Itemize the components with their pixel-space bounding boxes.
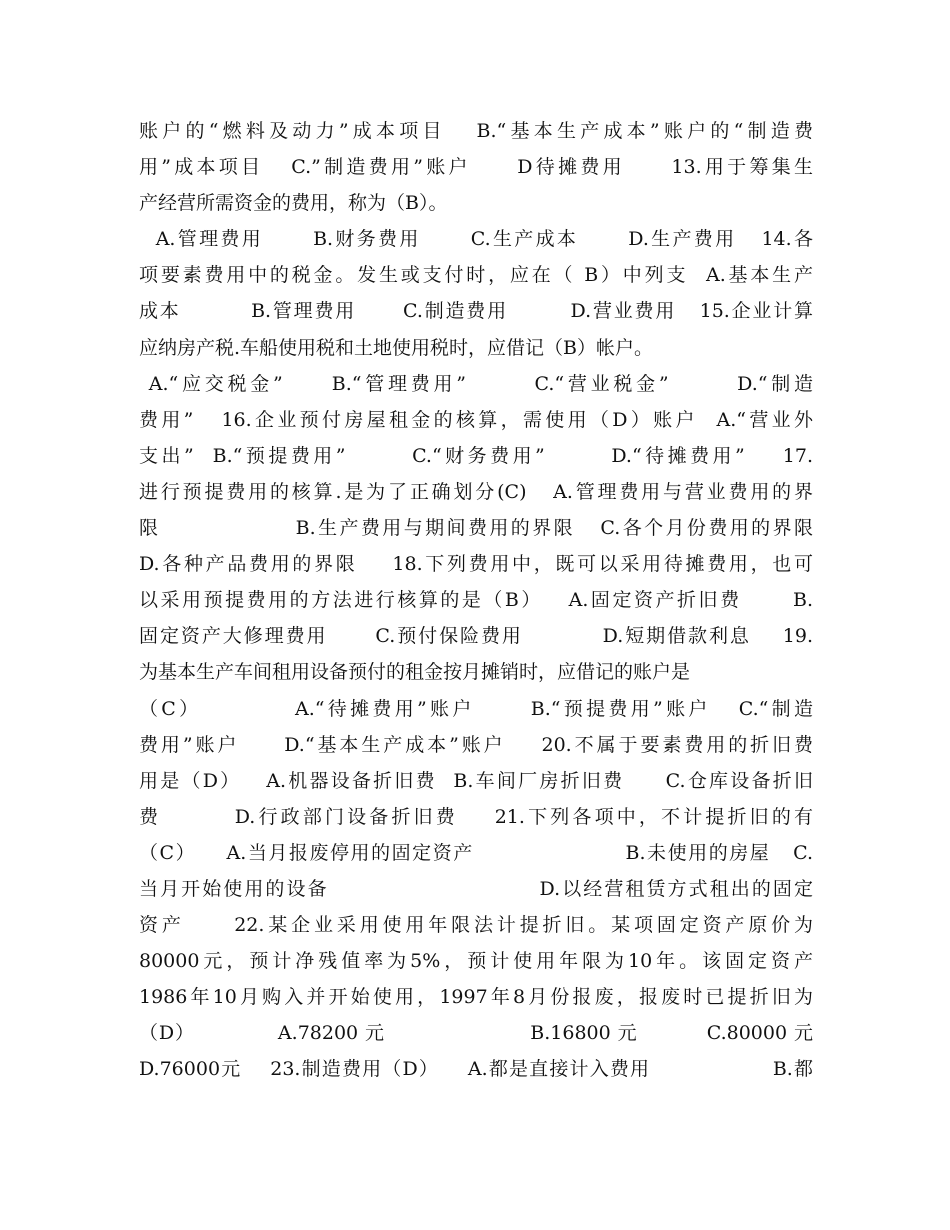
document-body xyxy=(139,113,813,1088)
text-line: （C） A.当月报废停用的固定资产 B.未使用的房屋 C. xyxy=(139,841,813,864)
text-line: 项要素费用中的税金。发生或支付时，应在（ B）中列支 A.基本生产 xyxy=(139,264,813,287)
text-line: （D） A.78200 元 B.16800 元 C.80000 元 xyxy=(139,1022,813,1045)
text-line: 80000元，预计净残值率为5%，预计使用年限为10年。该固定资产 xyxy=(139,950,813,973)
text-line: D.各种产品费用的界限 18.下列费用中，既可以采用待摊费用，也可 xyxy=(139,553,813,576)
text-line: A.管理费用 B.财务费用 C.生产成本 D.生产费用 14.各 xyxy=(139,228,813,251)
text-line: 进行预提费用的核算.是为了正确划分(C) A.管理费用与营业费用的界 xyxy=(139,480,813,503)
text-line: 1986年10月购入并开始使用，1997年8月份报废，报废时已提折旧为 xyxy=(139,986,813,1009)
text-line: 支出” B.“预提费用” C.“财务费用” D.“待摊费用” 17. xyxy=(139,444,813,467)
text-line: D.76000元 23.制造费用（D） A.都是直接计入费用 B.都 xyxy=(139,1058,813,1081)
text-line: A.“应交税金” B.“管理费用” C.“营业税金” D.“制造 xyxy=(139,372,813,395)
text-line: 成本 B.管理费用 C.制造费用 D.营业费用 15.企业计算 xyxy=(139,300,813,323)
text-line: 用是（D） A.机器设备折旧费 B.车间厂房折旧费 C.仓库设备折旧 xyxy=(139,769,813,792)
text-line: 应纳房产税.车船使用税和土地使用税时，应借记（B）帐户。 xyxy=(139,336,654,359)
text-line: （C） A.“待摊费用”账户 B.“预提费用”账户 C.“制造 xyxy=(139,697,813,720)
text-line: 固定资产大修理费用 C.预付保险费用 D.短期借款利息 19. xyxy=(139,625,813,648)
text-line: 账户的“燃料及动力”成本项目 B.“基本生产成本”账户的“制造费 xyxy=(139,120,813,142)
text-line: 为基本生产车间租用设备预付的租金按月摊销时，应借记的账户是 xyxy=(139,661,691,684)
text-line: 产经营所需资金的费用，称为（B）。 xyxy=(139,192,448,215)
text-line: 资产 22.某企业采用使用年限法计提折旧。某项固定资产原价为 xyxy=(139,914,813,937)
text-line: 费用” 16.企业预付房屋租金的核算，需使用（D）账户 A.“营业外 xyxy=(139,408,813,431)
text-line: 费 D.行政部门设备折旧费 21.下列各项中，不计提折旧的有 xyxy=(139,805,813,828)
text-line: 以采用预提费用的方法进行核算的是（B） A.固定资产折旧费 B. xyxy=(139,589,813,612)
text-line: 用”成本项目 C.”制造费用”账户 D待摊费用 13.用于筹集生 xyxy=(139,156,813,179)
text-line: 费用”账户 D.“基本生产成本”账户 20.不属于要素费用的折旧费 xyxy=(139,733,813,756)
text-line: 当月开始使用的设备 D.以经营租赁方式租出的固定 xyxy=(139,877,813,900)
text-line: 限 B.生产费用与期间费用的界限 C.各个月份费用的界限 xyxy=(139,517,813,540)
